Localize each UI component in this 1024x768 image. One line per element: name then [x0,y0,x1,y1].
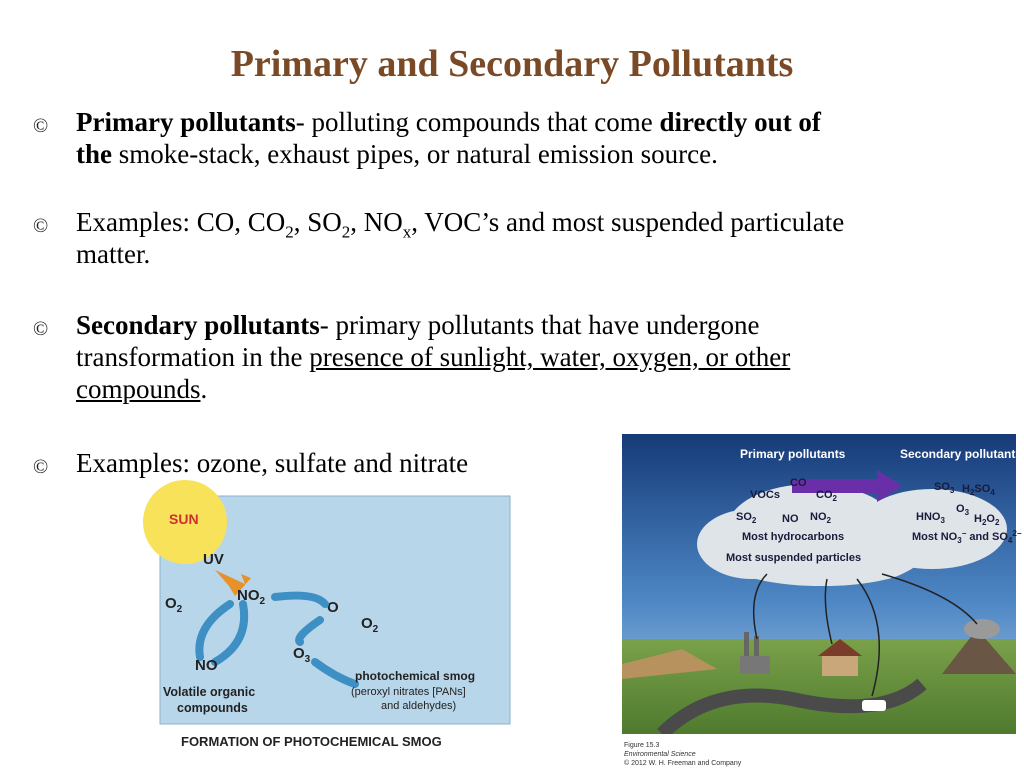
svg-text:O3: $O_3$ [956,503,970,517]
house-icon [822,654,858,676]
factory-icon [740,656,770,674]
smog-detail-line2: and aldehydes) [381,700,457,712]
svg-text:NO2: $NO_2$ [810,511,831,525]
car-icon [862,700,886,711]
o2-left-label: $O_2$ [165,595,183,615]
bullet-icon: © [33,115,49,137]
no-label: NO [195,657,218,674]
o-label: O [327,599,339,616]
pollutant-figure [622,434,1023,768]
bullet-icon: © [33,318,49,340]
bullet-text: Primary pollutants- polluting compounds that come directly out of the smoke-stack, exhaust pipes, or natural emission source. [76,107,821,169]
svg-text:H2O2: $H_2O_2$ [974,513,1000,527]
svg-text:VOCs: VOCs [750,489,780,501]
slide-title: Primary and Secondary Pollutants [230,43,794,85]
bullet-icon: © [33,215,49,237]
svg-text:SO2: $SO_2$ [736,511,757,525]
sun-label: SUN [169,511,199,527]
figure-book: Environmental Science [624,751,696,758]
secondary-title: Secondary pollutants [900,447,1023,461]
svg-text:H2SO4: $H_2SO_4$ [962,483,995,497]
primary-title: Primary pollutants [740,447,846,461]
svg-text:Most NO3− and SO42−: Most $NO_3^-$ and $SO_4^{2-}$ [912,529,1022,545]
bullet-icon: © [33,456,49,478]
svg-text:Most hydrocarbons: Most hydrocarbons [742,531,845,543]
diagram-caption: FORMATION OF PHOTOCHEMICAL SMOG [181,734,442,749]
smog-detail-line1: (peroxyl nitrates [PANs] [351,686,466,698]
figure-number: Figure 15.3 [624,742,660,749]
o2-right-label: $O_2$ [361,615,379,635]
svg-text:CO2: $CO_2$ [816,489,837,503]
uv-label: UV [203,551,224,568]
voc-label-line1: Volatile organic [163,685,256,699]
smog-formation-diagram [155,492,520,754]
smog-label: photochemical smog [355,669,476,683]
o3-label: $O_3$ [293,645,311,665]
figure-credit: © 2012 W. H. Freeman and Company [624,760,742,767]
bullet-text: Examples: CO, $CO_2$, $SO_2$, $NO_x$, VOC’s and most suspended particulate matter. [76,207,845,269]
svg-text:SO3: $SO_3$ [934,481,955,495]
bullet-text: Examples: ozone, sulfate and nitrate [76,448,469,478]
bullet-text: Secondary pollutants- primary pollutants that have undergone transformation in the presence of sunlight, water, oxygen, or other compounds. [76,310,791,404]
voc-label-line2: compounds [177,701,248,715]
svg-text:NO: NO [782,513,799,525]
svg-text:CO: CO [790,477,807,489]
no2-label: $NO_2$ [237,587,266,607]
svg-text:HNO3: $HNO_3$ [916,511,945,525]
svg-text:Most suspended particles: Most suspended particles [726,552,862,564]
